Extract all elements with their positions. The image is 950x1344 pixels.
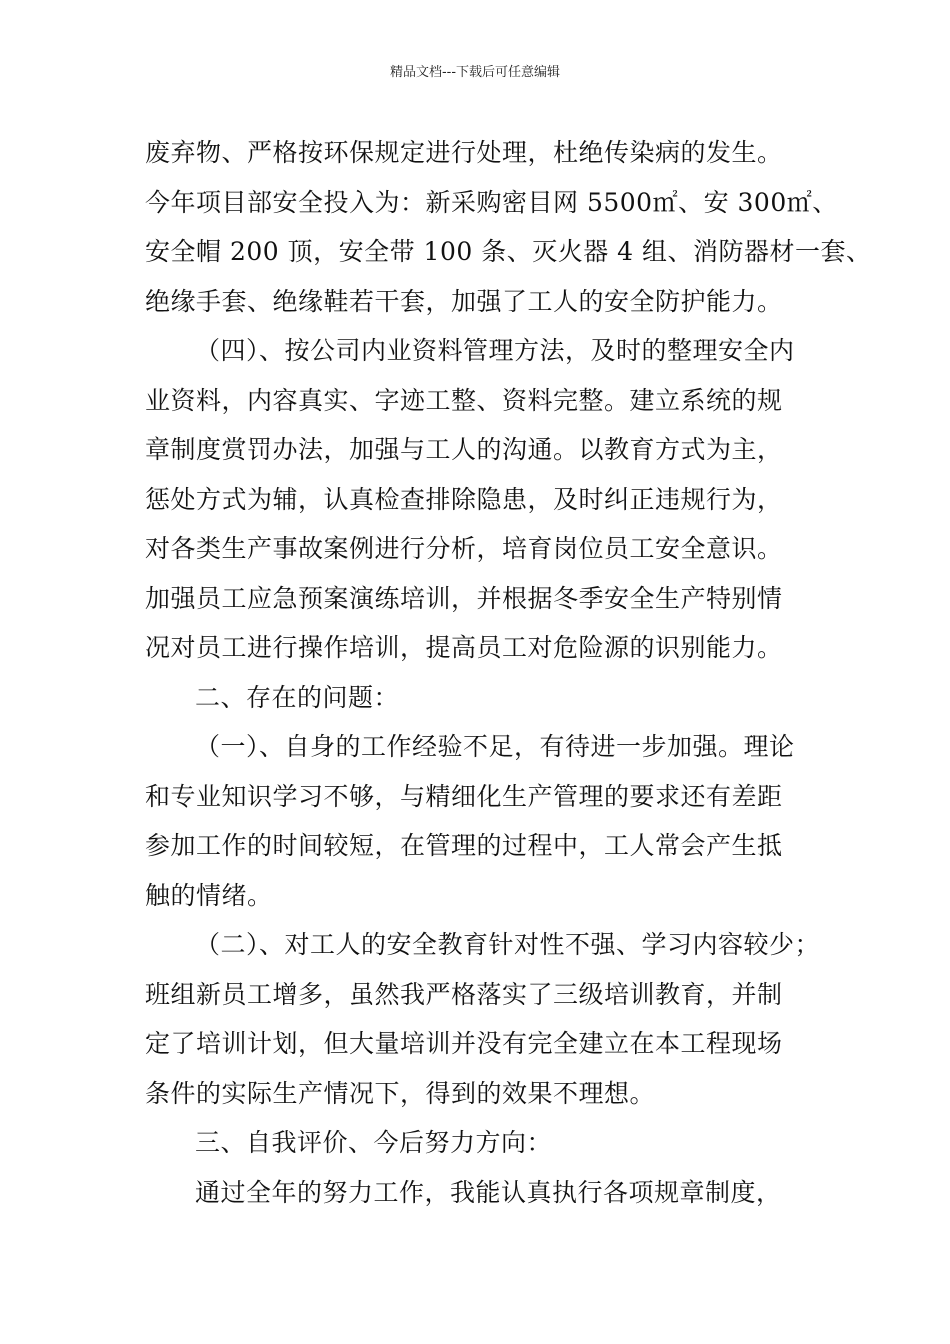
text-line: （四）、按公司内业资料管理方法，及时的整理安全内 — [195, 336, 795, 365]
text-line: 参加工作的时间较短，在管理的过程中，工人常会产生抵 — [145, 831, 783, 860]
text-line: 和专业知识学习不够，与精细化生产管理的要求还有差距 — [145, 781, 783, 811]
page-header: 精品文档---下载后可任意编辑 — [389, 65, 561, 80]
text-line: 班组新员工增多，虽然我严格落实了三级培训教育，并制 — [145, 979, 783, 1009]
text-line: 加强员工应急预案演练培训，并根据冬季安全生产特别情 — [145, 583, 783, 613]
text-line: 业资料，内容真实、字迹工整、资料完整。建立系统的规 — [145, 385, 783, 415]
text-line: 二、存在的问题： — [195, 682, 400, 712]
text-line: 况对员工进行操作培训，提高员工对危险源的识别能力。 — [145, 633, 783, 662]
text-line: （一）、自身的工作经验不足，有待进一步加强。理论 — [195, 732, 795, 761]
document-body — [145, 128, 872, 1217]
text-line: 章制度赏罚办法，加强与工人的沟通。以教育方式为主， — [145, 435, 783, 464]
text-line: 惩处方式为辅，认真检查排除隐患，及时纠正违规行为， — [145, 484, 783, 514]
text-line: 对各类生产事故案例进行分析，培育岗位员工安全意识。 — [145, 534, 783, 563]
text-line: 废弃物、严格按环保规定进行处理，杜绝传染病的发生。 — [145, 138, 783, 167]
text-line: 安全帽 200 顶，安全带 100 条、灭火器 4 组、消防器材一套、 — [145, 237, 872, 266]
text-line: 条件的实际生产情况下，得到的效果不理想。 — [145, 1078, 656, 1108]
text-line: 通过全年的努力工作，我能认真执行各项规章制度， — [195, 1177, 782, 1207]
text-line: 三、自我评价、今后努力方向： — [195, 1128, 553, 1157]
text-line: 绝缘手套、绝缘鞋若干套，加强了工人的安全防护能力。 — [145, 286, 783, 316]
text-line: 触的情绪。 — [145, 880, 273, 910]
text-line: （二）、对工人的安全教育针对性不强、学习内容较少； — [195, 930, 821, 959]
text-line: 今年项目部安全投入为：新采购密目网 5500㎡、安 300㎡、 — [145, 187, 838, 217]
text-line: 定了培训计划，但大量培训并没有完全建立在本工程现场 — [145, 1029, 783, 1058]
